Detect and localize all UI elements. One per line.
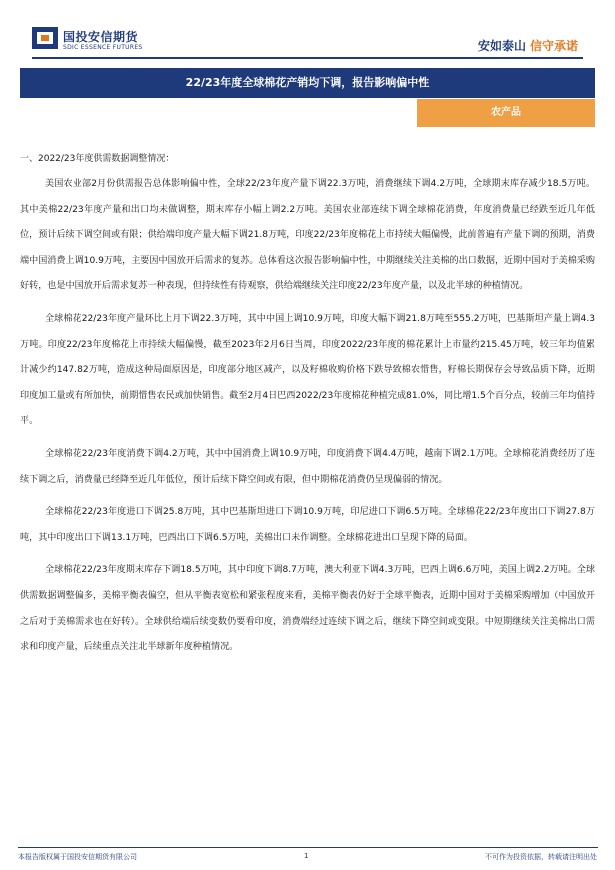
company-logo-icon [32, 27, 58, 49]
paragraph-trade: 全球棉花22/23年度进口下调25.8万吨，其中巴基斯坦进口下调10.9万吨，印尼进口下调6.5万吨。全球棉花22/23年度出口下调27.8万吨，其中印度出口下调13.1万吨，巴西出口下调6.5万吨，美棉出口未作调整。全球棉花进出口呈现下降的局面。 [20, 507, 595, 543]
report-title: 22/23年度全球棉花产销均下调，报告影响偏中性 [20, 68, 595, 98]
company-name-cn: 国投安信期货 [63, 30, 139, 44]
paragraph-summary: 美国农业部2月份供需报告总体影响偏中性，全球22/23年度产量下调22.3万吨，消费继续下调4.2万吨，全球期末库存减少18.5万吨。其中美棉22/23年度产量和出口均未做调整，期末库存小幅上调2.2万吨。美国农业部连续下调全球棉花消费，年度消费量已经跌至近几年低位，预计后续下调空间或有限；供给端印度产量大幅下调21.8万吨，印度22/23年度棉花上市持续大幅偏慢，此前普遍有产量下调的预期，消费端中国消费上调10.9万吨，主要因中国放开后需求的复苏。总体看这次报告影响偏中性，中期继续关注美棉的出口数据，近期中国对于美棉采购好转，也是中国放开后需求复苏一种表现，但持续性有待观察，供给端继续关注印度22/23年度产量，以及北半球的种植情况。 [20, 179, 595, 292]
report-body [20, 147, 595, 668]
footer-divider [18, 847, 598, 848]
slogan [478, 37, 578, 54]
header-divider [32, 57, 583, 59]
paragraph-consumption: 全球棉花22/23年度消费下调4.2万吨，其中中国消费上调10.9万吨，印度消费下调4.4万吨，越南下调2.1万吨。全球棉花消费经历了连续下调之后，消费量已经降至近几年低位，预计后续下降空间或有限，但中期棉花消费仍呈现偏弱的情况。 [20, 448, 595, 485]
paragraph-production: 全球棉花22/23年度产量环比上月下调22.3万吨，其中中国上调10.9万吨，印度大幅下调21.8万吨至555.2万吨，巴基斯坦产量上调4.3万吨。印度22/23年度棉花上市持续大幅偏慢，截至2023年2月6日当周，印度2022/23年度的棉花累计上市量约215.45万吨，较三年均值累计减少约147.82万吨，造成这种局面原因是，印度部分地区减产，以及籽棉收购价格下跌导致棉农惜售，籽棉长期保存会导致品质下降，近期印度加工量或有所加快，前期惜售农民或加快销售。截至2月4日巴西2022/23年度棉花种植完成81.0%，同比增1.5个百分点，较前三年均值持平。 [20, 313, 595, 427]
company-name-en: SDIC ESSENCE FUTURES [63, 44, 143, 51]
category-tag: 农产品 [417, 99, 595, 127]
section-heading: 一、2022/23年度供需数据调整情况： [20, 154, 175, 164]
slogan-part1: 安如泰山 [477, 39, 526, 53]
slogan-part2: 信守承诺 [529, 39, 578, 53]
disclaimer-notice: 不可作为投资依据，转载请注明出处 [485, 853, 597, 861]
copyright-notice: 本报告版权属于国投安信期货有限公司 [18, 853, 137, 861]
page-number: 1 [304, 852, 309, 860]
paragraph-stocks: 全球棉花22/23年度期末库存下调18.5万吨，其中印度下调8.7万吨，澳大利亚下调4.3万吨，巴西上调6.6万吨，美国上调2.2万吨。全球供需数据调整偏多，美棉平衡表偏空，但从平衡表宽松和紧张程度来看，美棉平衡表仍好于全球平衡表，近期中国对于美棉采购增加（中国放开之后对于美棉需求也在好转）。全球供给端后续变数仍要看印度，消费端经过连续下调之后，继续下降空间或变限。中短期继续关注美棉出口需求和印度产量，后续重点关注北半球新年度种植情况。 [20, 565, 595, 653]
page-header [0, 0, 615, 62]
page-footer [0, 845, 615, 870]
